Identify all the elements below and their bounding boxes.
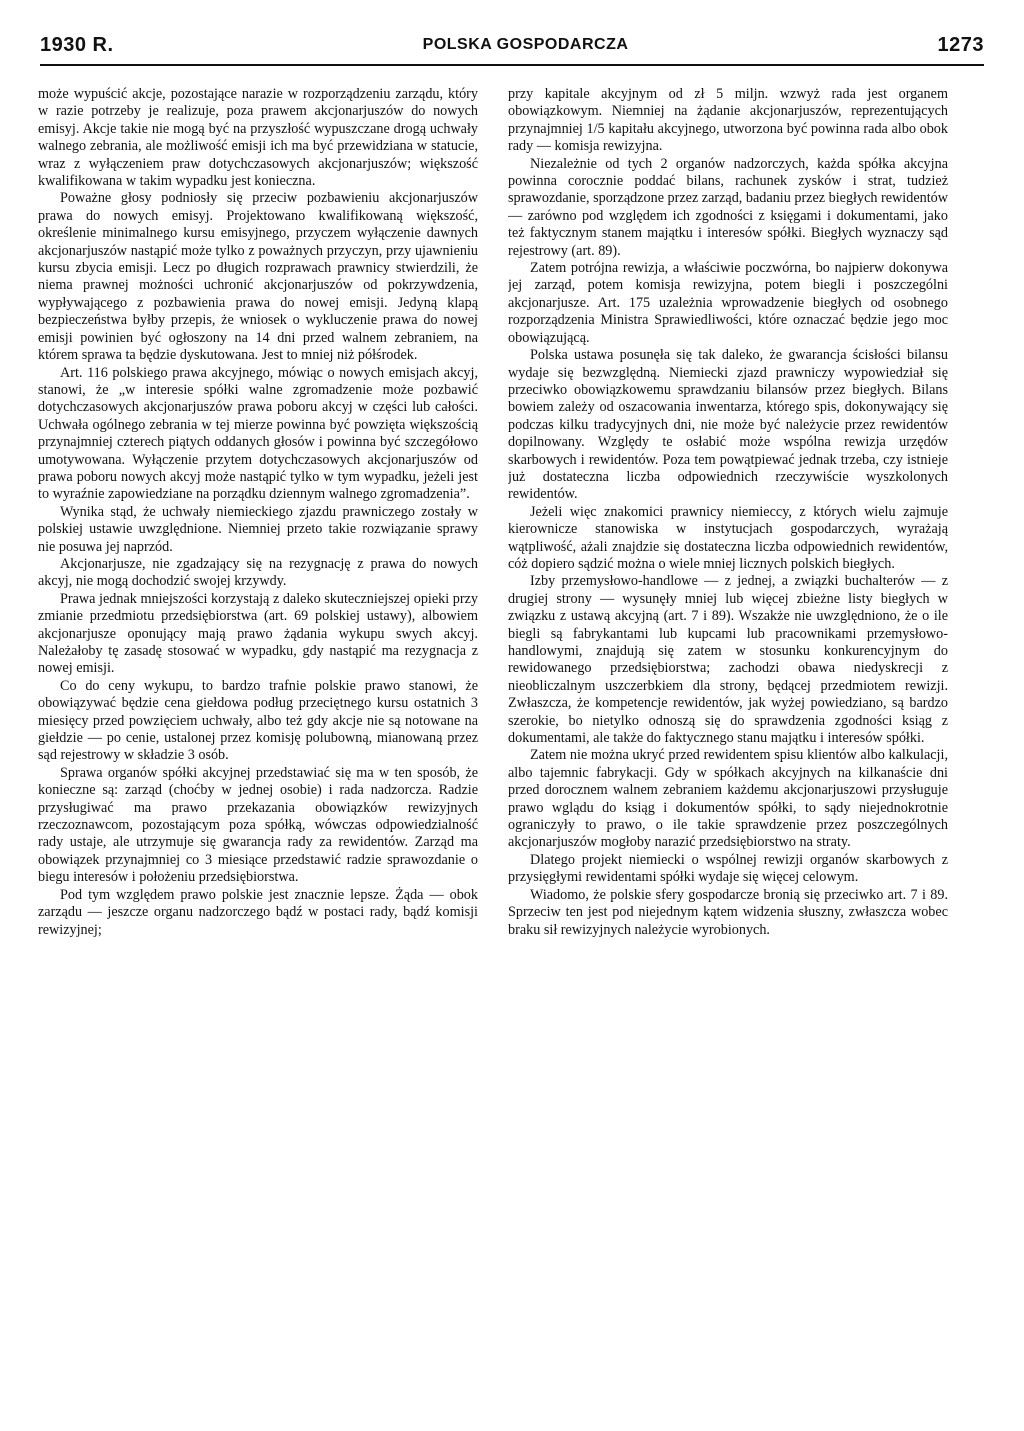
paragraph: Zatem potrójna rewizja, a właściwie poczwórna, bo najpierw dokonywa jej zarząd, potem komisja rewizyjna, potem biegli i poszczególni akcjonarjusze. Art. 175 uzależnia wprowadzenie biegłych od osobnego rozporządzenia Ministra Sprawiedliwości, które oznaczać będzie jego moc obowiązującą. — [508, 260, 948, 346]
left-column — [38, 86, 478, 1406]
paragraph: Zatem nie można ukryć przed rewidentem spisu klientów albo kalkulacji, albo tajemnic fabrykacji. Gdy w spółkach akcyjnych na kilkanaście dni przed dorocznem walnem zebraniem każdemu akcjonarjuszowi przysługuje prawo wglądu do ksiąg i dokumentów spółki, to sądy niejednokrotnie ograniczyły to prawo, o ile takie sprawdzenie przez poszczególnych akcjonarjuszów mogłoby narazić przedsiębiorstwo na straty. — [508, 747, 948, 851]
paragraph: Co do ceny wykupu, to bardzo trafnie polskie prawo stanowi, że obowiązywać będzie cena giełdowa podług przeciętnego kursu ostatnich 3 miesięcy przed powzięciem uchwały, albo też gdy akcje nie są notowane na giełdzie — po cenie, ustalonej przez komisję polubowną, mianowaną przez sąd rejestrowy w składzie 3 osób. — [38, 677, 478, 764]
paragraph: Poważne głosy podniosły się przeciw pozbawieniu akcjonarjuszów prawa do nowych emisyj. Projektowano kwalifikowaną większość, określenie minimalnego kursu emisyjnego, przyczem wyłączenie dawnych akcjonarjuszów nastąpić może tylko z poważnych przyczyn, przy ujawnieniu kursu zbycia emisji. Lecz po długich rozprawach prawnicy stwierdzili, że niema prawnej możności uchronić akcjonarjuszów od pokrzywdzenia, wypływającego z pozbawienia prawa do nowej emisji. Jedyną klapą bezpieczeństwa byłby przepis, że wniosek o wykluczenie prawa do nowej emisji powinien być ogłoszony na 14 dni przed walnem zebraniem, na którem sprawa ta będzie dyskutowana. Jest to mniej niż półśrodek. — [38, 190, 478, 364]
paragraph: Wiadomo, że polskie sfery gospodarcze bronią się przeciwko art. 7 i 89. Sprzeciw ten jest pod niejednym kątem widzenia słuszny, zwłaszcza wobec braku sił rewizyjnych należycie wyrobionych. — [508, 886, 948, 938]
paragraph: Wynika stąd, że uchwały niemieckiego zjazdu prawniczego zostały w polskiej ustawie uwzględnione. Niemniej przeto takie rozwiązanie sprawy nie posuwa jej naprzód. — [38, 503, 478, 555]
paragraph: Niezależnie od tych 2 organów nadzorczych, każda spółka akcyjna powinna corocznie poddać bilans, rachunek zysków i strat, tudzież sprawozdanie, sporządzone przez zarząd, badaniu przez biegłych rewidentów — zarówno pod względem ich zgodności z księgami i dokumentami, jako też faktycznym stanem majątku i interesów spółki. Biegłych wyznaczy sąd rejestrowy (art. 89). — [508, 155, 948, 259]
running-header — [40, 30, 984, 60]
paragraph: Art. 116 polskiego prawa akcyjnego, mówiąc o nowych emisjach akcyj, stanowi, że „w interesie spółki walne zgromadzenie może pozbawić dotychczasowych akcjonarjuszów prawa poboru akcyj w części lub całości. Uchwała ogólnego zebrania w tej mierze powinna być powzięta większością przynajmniej czterech piątych oddanych głosów i powinna być szczegółowo umotywowana. Wyłączenie przytem dotychczasowych akcjonarjuszów od prawa poboru nowych akcyj może nastąpić tylko w tym wypadku, jeżeli jest to wyraźnie zapowiedziane na porządku dziennym walnego zgromadzenia”. — [38, 364, 478, 503]
paragraph: Prawa jednak mniejszości korzystają z daleko skuteczniejszej opieki przy zmianie przedmiotu przedsiębiorstwa (art. 69 polskiej ustawy), albowiem akcjonarjusze oponujący mają prawo żądania wykupu swych akcyj. Należałoby tę zasadę stosować w wypadku, gdy nastąpić ma rezygnacja z nowej emisji. — [38, 590, 478, 677]
paragraph: Akcjonarjusze, nie zgadzający się na rezygnację z prawa do nowych akcyj, nie mogą dochodzić swojej krzywdy. — [38, 555, 478, 590]
paragraph: może wypuścić akcje, pozostające narazie w rozporządzeniu zarządu, który w razie potrzeby je realizuje, poza prawem akcjonarjuszów do nowych emisyj. Akcje takie nie mogą być na przyszłość wypuszczane drogą uchwały walnego zebrania, ale możliwość emisji ich ma być przewidziana w statucie, wraz z wyłączeniem praw dotychczasowych akcjonarjuszów; większość kwalifikowana w takim wypadku jest konieczna. — [38, 86, 478, 190]
paragraph: Polska ustawa posunęła się tak daleko, że gwarancja ścisłości bilansu wydaje się bezwzględną. Niemiecki zjazd prawniczy wypowiedział się przeciwko obowiązkowemu sprawdzaniu bilansów przez biegłych. Bilans bowiem zależy od oszacowania inwentarza, którego spis, dokonywający się podczas kilku tradycyjnych dni, nie może być należycie przez rewidentów dopilnowany. Względy te osłabić może wspólna rewizja urzędów skarbowych i rewidentów. Poza tem powątpiewać jednak trzeba, czy istnieje już dostateczna liczba odpowiednich rzeczywiście wyszkolonych rewidentów. — [508, 347, 948, 503]
paragraph: Izby przemysłowo-handlowe — z jednej, a związki buchalterów — z drugiej strony — wysunęły mniej lub więcej zbieżne listy biegłych w związku z ustawą akcyjną (art. 7 i 89). Wszakże nie uwzględniono, że o ile biegli są fabrykantami lub kupcami lub pracownikami przemysłowo-handlowymi, znajdują się zatem w stosunku konkurencyjnym do rewidowanego przedsiębiorstwa; zachodzi obawa niedyskrecji z nieobliczalnym uszczerbkiem dla strony, będącej przedmiotem rewizji. Zwłaszcza, że kompetencje rewidentów, jak wyżej powiedziano, są bardzo szerokie, bo nietylko odnoszą się do sprawdzenia zgodności ksiąg z dokumentami, ale także do faktycznego stanu majątku i interesów spółki. — [508, 573, 948, 747]
header-journal-title: POLSKA GOSPODARCZA — [422, 36, 629, 53]
paragraph: przy kapitale akcyjnym od zł 5 miljn. wzwyż rada jest organem obowiązkowym. Niemniej na żądanie akcjonarjuszów, reprezentujących przynajmniej 1/5 kapitału akcyjnego, utworzona być powinna rada albo obok rady — komisja rewizyjna. — [508, 86, 948, 155]
paragraph: Pod tym względem prawo polskie jest znacznie lepsze. Żąda — obok zarządu — jeszcze organu nadzorczego bądź w postaci rady, bądź komisji rewizyjnej; — [38, 886, 478, 938]
header-page-number: 1273 — [937, 33, 984, 56]
header-year: 1930 R. — [40, 33, 114, 56]
paragraph: Jeżeli więc znakomici prawnicy niemieccy, z których wielu zajmuje kierownicze stanowiska w instytucjach gospodarczych, wyrażają wątpliwość, ażali znajdzie się dostateczna liczba odpowiednich rewidentów, cóż dopiero sądzić można o wiele mniej licznych polskich biegłych. — [508, 503, 948, 572]
paragraph: Sprawa organów spółki akcyjnej przedstawiać się ma w ten sposób, że konieczne są: zarząd (choćby w jednej osobie) i rada nadzorcza. Radzie przysługiwać ma prawo przekazania obowiązków rewizyjnych rzeczoznawcom, pozostającym poza spółką, wówczas odpowiedzialność rady ustaje, ale utrzymuje się gwarancja rady za rewidentów. Zarząd ma obowiązek przynajmniej co 3 miesiące przedstawić radzie sprawozdanie o biegu interesów i położeniu przedsiębiorstwa. — [38, 764, 478, 886]
right-column — [508, 86, 948, 1406]
header-rule — [40, 64, 984, 66]
paragraph: Dlatego projekt niemiecki o wspólnej rewizji organów skarbowych z przysięgłymi rewidentami spółki wydaje się więcej celowym. — [508, 851, 948, 886]
